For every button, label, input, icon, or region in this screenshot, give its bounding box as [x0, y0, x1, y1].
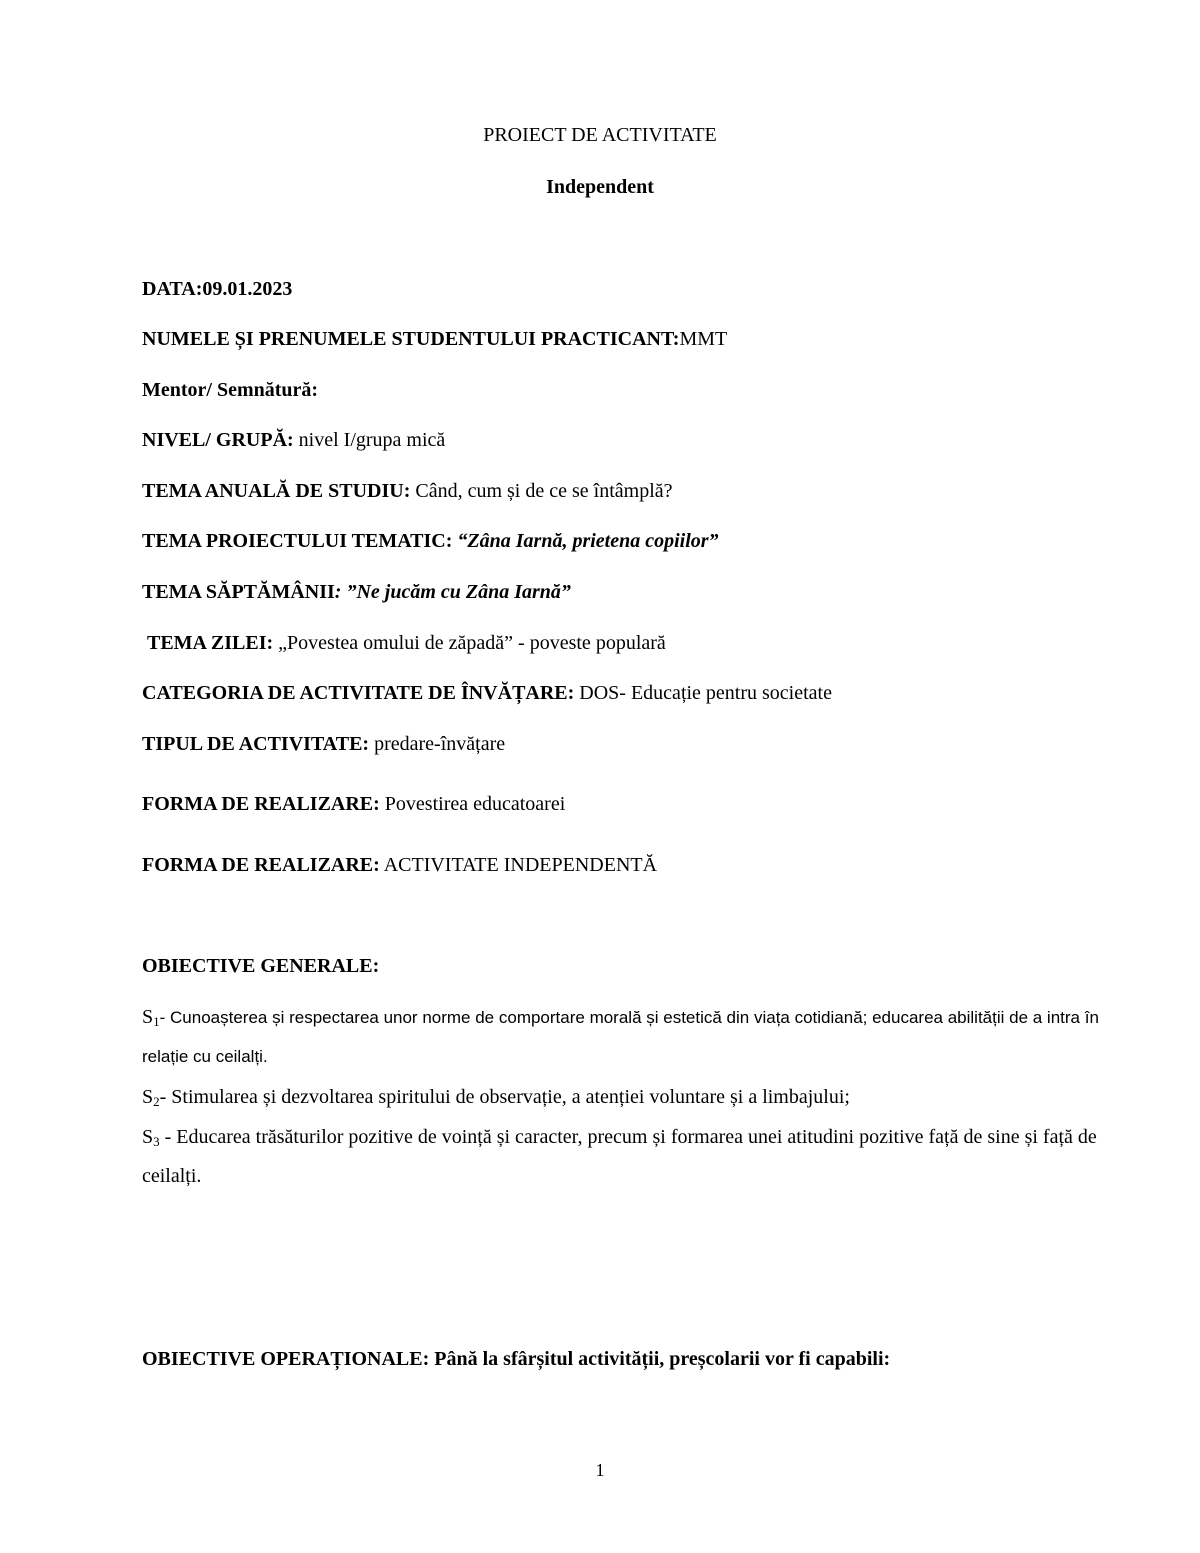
field-value: “Zâna Iarnă, prietena copiilor”	[452, 530, 719, 552]
field-nivel	[142, 429, 1132, 452]
heading-text: OBIECTIVE GENERALE:	[142, 955, 380, 977]
field-label: DATA:	[142, 278, 203, 300]
objective-code: $S_2$	[142, 1086, 160, 1109]
field-mentor	[142, 379, 1132, 402]
field-student	[142, 328, 1132, 351]
obiective-operationale-heading	[142, 1348, 1132, 1371]
field-label: Mentor/ Semnătură:	[142, 379, 319, 401]
field-categoria	[142, 682, 1132, 705]
field-value: predare-învățare	[369, 733, 506, 755]
field-value: „Povestea omului de zăpadă” - poveste populară	[273, 632, 666, 654]
obiectiv-s2	[142, 1078, 1132, 1117]
field-label: FORMA DE REALIZARE:	[142, 793, 380, 815]
obiectiv-s3	[142, 1118, 1132, 1196]
field-label: TEMA ANUALĂ DE STUDIU:	[142, 480, 411, 502]
obiective-generale-heading	[142, 955, 1132, 978]
field-tema-anuala	[142, 480, 1132, 503]
objective-text: - Cunoașterea și respectarea unor norme de comportare morală și estetică din viața cotidiană; educarea abilității de a intra în relație cu ceilalți.	[142, 1008, 1099, 1066]
field-value: nivel I/grupa mică	[293, 429, 446, 451]
field-label: NIVEL/ GRUPĂ:	[142, 429, 294, 451]
objective-text: - Educarea trăsăturilor pozitive de voință și caracter, precum și formarea unei atitudini pozitive față de sine și față de ceilalți.	[142, 1126, 1097, 1187]
objective-code: $S_3$	[142, 1126, 160, 1149]
page-number: 1	[595, 1460, 605, 1480]
field-data	[142, 278, 1132, 301]
document-title: PROIECT DE ACTIVITATE	[483, 124, 717, 146]
obiectiv-s1	[142, 998, 1132, 1076]
field-value: 09.01.2023	[202, 278, 293, 300]
field-value: ACTIVITATE INDEPENDENTĂ	[379, 854, 658, 876]
field-tema-zilei	[147, 632, 1137, 655]
field-forma-realizare-1	[142, 793, 1132, 816]
field-label: TEMA PROIECTULUI TEMATIC:	[142, 530, 453, 552]
objective-text: - Stimularea și dezvoltarea spiritului de observație, a atenției voluntare și a limbajului;	[159, 1086, 850, 1108]
field-value: DOS- Educație pentru societate	[574, 682, 832, 704]
field-label: NUMELE ȘI PRENUMELE STUDENTULUI PRACTICANT:	[142, 328, 680, 350]
heading-text: OBIECTIVE OPERAȚIONALE: Până la sfârșitul activității, preșcolarii vor fi capabili:	[142, 1348, 891, 1370]
document-subtitle	[0, 176, 1200, 199]
field-value: : ”Ne jucăm cu Zâna Iarnă”	[334, 581, 571, 603]
field-label: TIPUL DE ACTIVITATE:	[142, 733, 370, 755]
field-value: MMT	[679, 328, 728, 350]
field-tema-proiect	[142, 530, 1132, 553]
field-tema-saptamanii	[142, 581, 1132, 604]
field-label: FORMA DE REALIZARE:	[142, 854, 380, 876]
field-value: Povestirea educatoarei	[379, 793, 566, 815]
field-forma-realizare-2	[142, 854, 1132, 877]
field-tipul	[142, 733, 1132, 756]
objective-code: $S_1$	[142, 1006, 160, 1029]
subtitle-text: Independent	[546, 176, 654, 198]
field-value: Când, cum și de ce se întâmplă?	[410, 480, 673, 502]
field-label: CATEGORIA DE ACTIVITATE DE ÎNVĂȚARE:	[142, 682, 575, 704]
field-label: TEMA SĂPTĂMÂNII	[142, 581, 335, 603]
field-label: TEMA ZILEI:	[147, 632, 274, 654]
